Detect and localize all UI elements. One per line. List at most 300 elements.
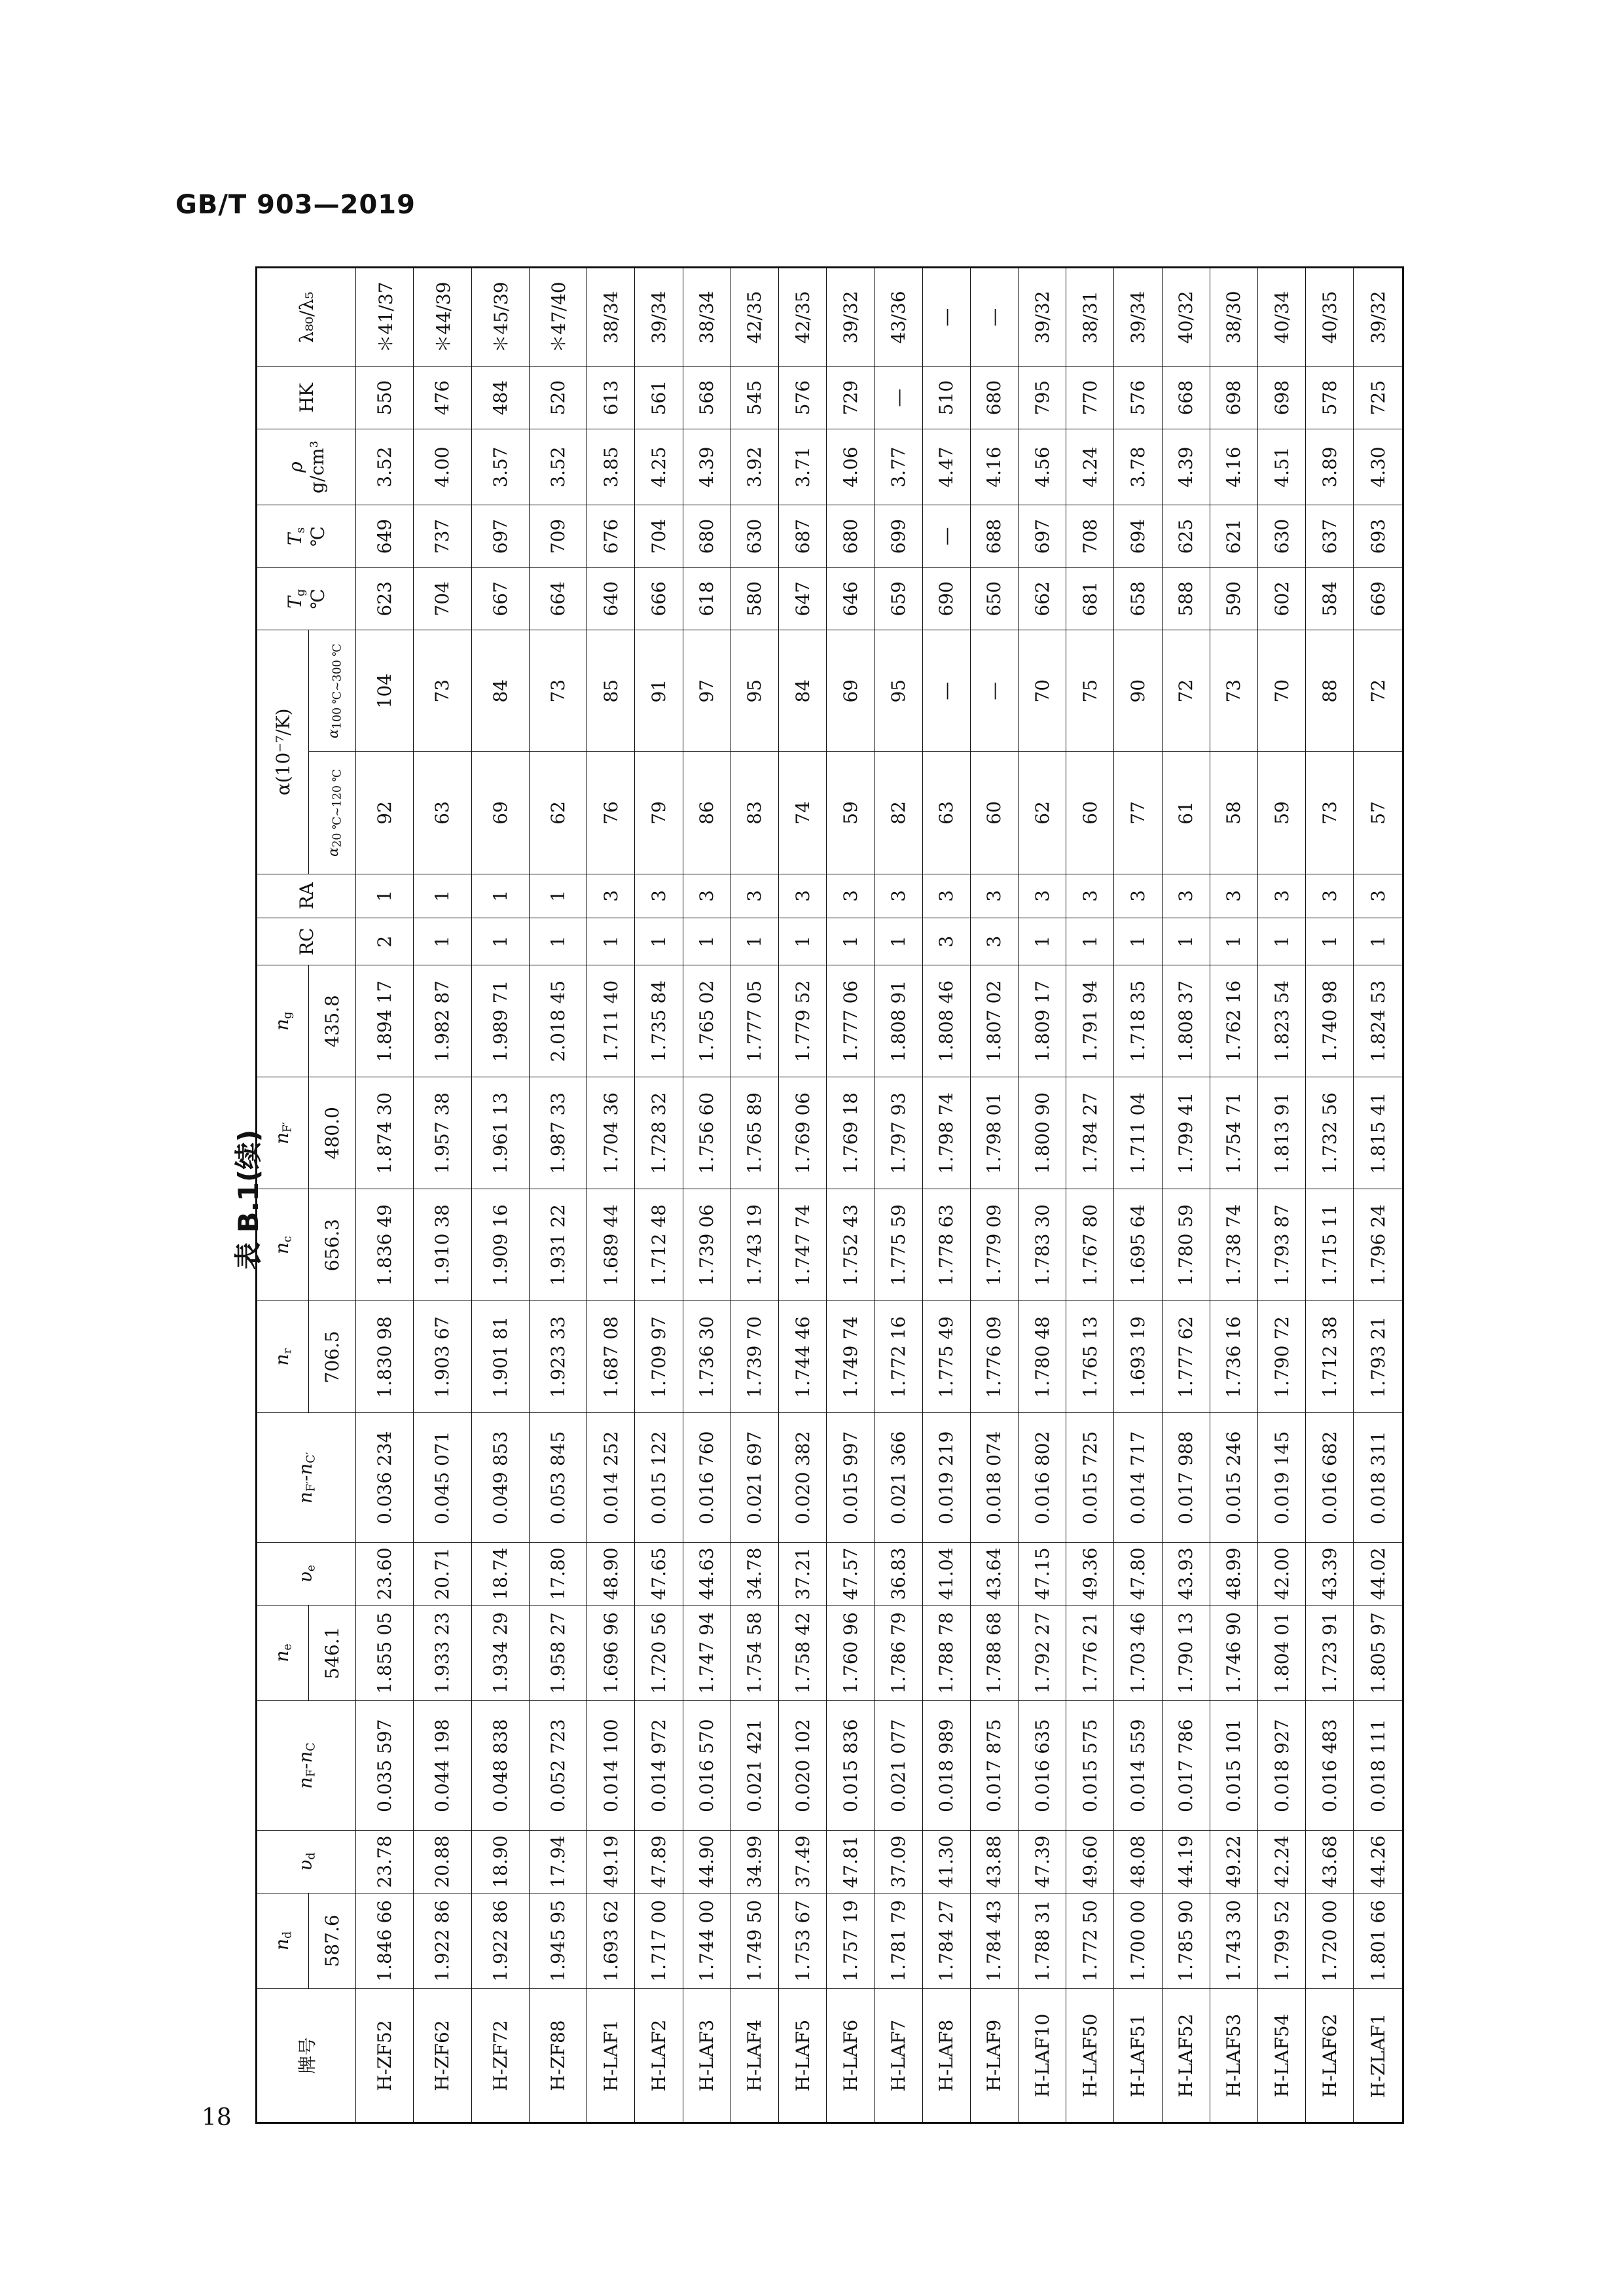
- cell-vd: 18.90: [471, 1831, 529, 1893]
- cell-nf2: 1.769 18: [827, 1077, 875, 1189]
- cell-vd: 37.49: [778, 1831, 826, 1893]
- table-row: [635, 268, 683, 2123]
- cell-alpha-20-120: 86: [683, 752, 731, 874]
- cell-nf2-nc2: 0.015 122: [635, 1413, 683, 1543]
- cell-ne: 1.804 01: [1257, 1605, 1305, 1701]
- cell-hk: 576: [778, 367, 826, 429]
- cell-grade: H-LAF1: [587, 1989, 635, 2123]
- cell-ng: 1.762 16: [1210, 965, 1257, 1077]
- cell-tg: 590: [1210, 567, 1257, 630]
- cell-nf2: 1.987 33: [529, 1077, 586, 1189]
- cell-ng: 1.777 05: [731, 965, 778, 1077]
- cell-ra: 3: [1114, 874, 1162, 918]
- cell-tg: 681: [1066, 567, 1114, 630]
- cell-alpha-20-120: 92: [356, 752, 414, 874]
- wavelength-nr: 706.5: [309, 1301, 356, 1413]
- cell-ve: 17.80: [529, 1543, 586, 1605]
- cell-nf2: 1.961 13: [471, 1077, 529, 1189]
- cell-lambda: 38/34: [587, 268, 635, 367]
- header-row-1: [257, 268, 309, 2123]
- cell-nc: 1.836 49: [356, 1189, 414, 1301]
- cell-ra: 3: [1018, 874, 1066, 918]
- cell-tg: 602: [1257, 567, 1305, 630]
- cell-ng: 1.808 91: [875, 965, 922, 1077]
- cell-rc: 1: [1018, 918, 1066, 965]
- cell-ng: 1.718 35: [1114, 965, 1162, 1077]
- cell-nc: 1.783 30: [1018, 1189, 1066, 1301]
- cell-nd: 1.743 30: [1210, 1893, 1257, 1989]
- cell-nd: 1.922 86: [471, 1893, 529, 1989]
- cell-nf2: 1.798 01: [970, 1077, 1018, 1189]
- col-header-alpha: α(10⁻⁷/K): [257, 630, 309, 874]
- cell-ts: 704: [635, 505, 683, 567]
- cell-nf2: 1.874 30: [356, 1077, 414, 1189]
- cell-rc: 1: [587, 918, 635, 965]
- cell-nd: 1.717 00: [635, 1893, 683, 1989]
- cell-grade: H-ZF72: [471, 1989, 529, 2123]
- cell-nc: 1.743 19: [731, 1189, 778, 1301]
- cell-ng: 1.808 46: [922, 965, 970, 1077]
- cell-vd: 47.89: [635, 1831, 683, 1893]
- cell-grade: H-LAF9: [970, 1989, 1018, 2123]
- cell-nr: 1.736 16: [1210, 1301, 1257, 1413]
- cell-ts: 649: [356, 505, 414, 567]
- cell-grade: H-LAF4: [731, 1989, 778, 2123]
- cell-alpha-20-120: 76: [587, 752, 635, 874]
- cell-rho: 4.51: [1257, 429, 1305, 505]
- cell-nd: 1.922 86: [414, 1893, 471, 1989]
- cell-vd: 23.78: [356, 1831, 414, 1893]
- cell-nc: 1.931 22: [529, 1189, 586, 1301]
- cell-ve: 41.04: [922, 1543, 970, 1605]
- cell-ne: 1.933 23: [414, 1605, 471, 1701]
- cell-grade: H-LAF54: [1257, 1989, 1305, 2123]
- cell-ng: 1.824 53: [1354, 965, 1403, 1077]
- cell-nf2: 1.728 32: [635, 1077, 683, 1189]
- cell-alpha-100-300: —: [922, 630, 970, 752]
- cell-ts: 708: [1066, 505, 1114, 567]
- cell-vd: 48.08: [1114, 1831, 1162, 1893]
- cell-rho: 4.25: [635, 429, 683, 505]
- cell-nf-nc: 0.018 989: [922, 1701, 970, 1831]
- cell-rc: 1: [1210, 918, 1257, 965]
- cell-ve: 48.90: [587, 1543, 635, 1605]
- cell-nr: 1.772 16: [875, 1301, 922, 1413]
- cell-hk: 484: [471, 367, 529, 429]
- cell-alpha-20-120: 63: [414, 752, 471, 874]
- cell-alpha-100-300: 85: [587, 630, 635, 752]
- cell-nf2-nc2: 0.016 682: [1306, 1413, 1354, 1543]
- cell-ra: 3: [683, 874, 731, 918]
- cell-vd: 37.09: [875, 1831, 922, 1893]
- cell-nf-nc: 0.035 597: [356, 1701, 414, 1831]
- table-row: [1018, 268, 1066, 2123]
- cell-nr: 1.901 81: [471, 1301, 529, 1413]
- cell-nr: 1.776 09: [970, 1301, 1018, 1413]
- cell-alpha-20-120: 62: [1018, 752, 1066, 874]
- cell-rho: 3.52: [529, 429, 586, 505]
- cell-nf-nc: 0.018 111: [1354, 1701, 1403, 1831]
- cell-ve: 47.15: [1018, 1543, 1066, 1605]
- cell-lambda: 40/32: [1162, 268, 1210, 367]
- col-header-nc: $n_c$: [257, 1189, 309, 1301]
- cell-lambda: 42/35: [731, 268, 778, 367]
- cell-ve: 34.78: [731, 1543, 778, 1605]
- cell-tg: 669: [1354, 567, 1403, 630]
- cell-alpha-20-120: 77: [1114, 752, 1162, 874]
- cell-alpha-100-300: —: [970, 630, 1018, 752]
- cell-nf2: 1.797 93: [875, 1077, 922, 1189]
- cell-rho: 4.00: [414, 429, 471, 505]
- cell-ra: 3: [1162, 874, 1210, 918]
- cell-rc: 1: [1354, 918, 1403, 965]
- cell-ng: 1.823 54: [1257, 965, 1305, 1077]
- cell-nf2-nc2: 0.036 234: [356, 1413, 414, 1543]
- cell-ng: 1.807 02: [970, 965, 1018, 1077]
- cell-hk: 698: [1257, 367, 1305, 429]
- cell-alpha-100-300: 84: [778, 630, 826, 752]
- col-header-nr: $n_r$: [257, 1301, 309, 1413]
- rotated-table-container: [255, 266, 1404, 2124]
- cell-nf-nc: 0.016 635: [1018, 1701, 1066, 1831]
- cell-nr: 1.744 46: [778, 1301, 826, 1413]
- cell-nd: 1.781 79: [875, 1893, 922, 1989]
- cell-rho: 3.92: [731, 429, 778, 505]
- cell-nd: 1.720 00: [1306, 1893, 1354, 1989]
- cell-ra: 3: [1354, 874, 1403, 918]
- cell-grade: H-LAF6: [827, 1989, 875, 2123]
- cell-nc: 1.712 48: [635, 1189, 683, 1301]
- cell-rc: 1: [875, 918, 922, 965]
- cell-ts: 680: [827, 505, 875, 567]
- cell-nd: 1.772 50: [1066, 1893, 1114, 1989]
- cell-rho: 4.16: [970, 429, 1018, 505]
- cell-ts: 630: [1257, 505, 1305, 567]
- cell-nf-nc: 0.015 836: [827, 1701, 875, 1831]
- cell-ts: 630: [731, 505, 778, 567]
- col-header-ng: $n_g$: [257, 965, 309, 1077]
- cell-vd: 41.30: [922, 1831, 970, 1893]
- cell-nf2: 1.704 36: [587, 1077, 635, 1189]
- wavelength-nf2: 480.0: [309, 1077, 356, 1189]
- cell-vd: 47.39: [1018, 1831, 1066, 1893]
- cell-ve: 48.99: [1210, 1543, 1257, 1605]
- cell-nr: 1.775 49: [922, 1301, 970, 1413]
- cell-ve: 47.65: [635, 1543, 683, 1605]
- cell-nc: 1.779 09: [970, 1189, 1018, 1301]
- cell-lambda: 42/35: [778, 268, 826, 367]
- cell-ts: 709: [529, 505, 586, 567]
- cell-hk: —: [875, 367, 922, 429]
- cell-rc: 1: [1066, 918, 1114, 965]
- cell-ve: 43.64: [970, 1543, 1018, 1605]
- cell-ts: 625: [1162, 505, 1210, 567]
- cell-ng: 1.777 06: [827, 965, 875, 1077]
- cell-hk: 795: [1018, 367, 1066, 429]
- cell-rc: 1: [683, 918, 731, 965]
- cell-ve: 18.74: [471, 1543, 529, 1605]
- cell-nd: 1.753 67: [778, 1893, 826, 1989]
- cell-nf-nc: 0.017 786: [1162, 1701, 1210, 1831]
- cell-alpha-20-120: 69: [471, 752, 529, 874]
- cell-grade: H-LAF5: [778, 1989, 826, 2123]
- cell-rho: 3.77: [875, 429, 922, 505]
- cell-alpha-100-300: 95: [731, 630, 778, 752]
- cell-alpha-20-120: 60: [970, 752, 1018, 874]
- cell-nc: 1.715 11: [1306, 1189, 1354, 1301]
- cell-nf2-nc2: 0.018 311: [1354, 1413, 1403, 1543]
- cell-lambda: 39/34: [635, 268, 683, 367]
- cell-alpha-20-120: 62: [529, 752, 586, 874]
- cell-ne: 1.792 27: [1018, 1605, 1066, 1701]
- cell-tg: 588: [1162, 567, 1210, 630]
- cell-grade: H-ZLAF1: [1354, 1989, 1403, 2123]
- cell-nd: 1.846 66: [356, 1893, 414, 1989]
- cell-tg: 584: [1306, 567, 1354, 630]
- cell-alpha-20-120: 83: [731, 752, 778, 874]
- cell-nf2-nc2: 0.053 845: [529, 1413, 586, 1543]
- cell-alpha-100-300: 73: [529, 630, 586, 752]
- table-row: [1257, 268, 1305, 2123]
- cell-nf-nc: 0.021 421: [731, 1701, 778, 1831]
- cell-ts: 697: [471, 505, 529, 567]
- cell-nr: 1.903 67: [414, 1301, 471, 1413]
- cell-vd: 17.94: [529, 1831, 586, 1893]
- cell-ng: 1.765 02: [683, 965, 731, 1077]
- cell-rho: 3.52: [356, 429, 414, 505]
- cell-ts: 693: [1354, 505, 1403, 567]
- cell-nr: 1.736 30: [683, 1301, 731, 1413]
- cell-alpha-20-120: 57: [1354, 752, 1403, 874]
- cell-ng: 1.735 84: [635, 965, 683, 1077]
- cell-nf-nc: 0.052 723: [529, 1701, 586, 1831]
- cell-hk: 725: [1354, 367, 1403, 429]
- col-header-ne: $n_e$: [257, 1605, 309, 1701]
- cell-grade: H-LAF2: [635, 1989, 683, 2123]
- table-row: [529, 268, 586, 2123]
- cell-ra: 1: [356, 874, 414, 918]
- cell-nd: 1.749 50: [731, 1893, 778, 1989]
- cell-rc: 1: [471, 918, 529, 965]
- cell-lambda: —: [970, 268, 1018, 367]
- cell-nf2: 1.800 90: [1018, 1077, 1066, 1189]
- cell-ne: 1.958 27: [529, 1605, 586, 1701]
- col-header-nf2: $n_{F'}$: [257, 1077, 309, 1189]
- cell-ra: 1: [529, 874, 586, 918]
- cell-nf2-nc2: 0.015 725: [1066, 1413, 1114, 1543]
- cell-hk: 578: [1306, 367, 1354, 429]
- cell-ng: 1.989 71: [471, 965, 529, 1077]
- cell-ne: 1.760 96: [827, 1605, 875, 1701]
- cell-nf2: 1.815 41: [1354, 1077, 1403, 1189]
- cell-ra: 3: [827, 874, 875, 918]
- table-row: [1210, 268, 1257, 2123]
- cell-nf-nc: 0.020 102: [778, 1701, 826, 1831]
- cell-ng: 1.740 98: [1306, 965, 1354, 1077]
- cell-vd: 43.88: [970, 1831, 1018, 1893]
- cell-rho: 4.39: [683, 429, 731, 505]
- cell-lambda: 38/34: [683, 268, 731, 367]
- cell-alpha-100-300: 95: [875, 630, 922, 752]
- cell-alpha-100-300: 72: [1162, 630, 1210, 752]
- cell-ve: 49.36: [1066, 1543, 1114, 1605]
- cell-rho: 3.57: [471, 429, 529, 505]
- cell-vd: 44.26: [1354, 1831, 1403, 1893]
- cell-nc: 1.775 59: [875, 1189, 922, 1301]
- cell-rho: 3.89: [1306, 429, 1354, 505]
- cell-nf2-nc2: 0.018 074: [970, 1413, 1018, 1543]
- cell-vd: 47.81: [827, 1831, 875, 1893]
- cell-alpha-20-120: 60: [1066, 752, 1114, 874]
- cell-nd: 1.945 95: [529, 1893, 586, 1989]
- cell-rc: 2: [356, 918, 414, 965]
- cell-hk: 770: [1066, 367, 1114, 429]
- cell-hk: 550: [356, 367, 414, 429]
- cell-ne: 1.758 42: [778, 1605, 826, 1701]
- col-header-nf2-nc2: $n_{F'}-n_{C'}$: [257, 1413, 356, 1543]
- cell-lambda: 40/34: [1257, 268, 1305, 367]
- cell-tg: 647: [778, 567, 826, 630]
- cell-alpha-20-120: 63: [922, 752, 970, 874]
- cell-hk: 476: [414, 367, 471, 429]
- cell-nf-nc: 0.016 483: [1306, 1701, 1354, 1831]
- cell-rc: 1: [1114, 918, 1162, 965]
- cell-vd: 20.88: [414, 1831, 471, 1893]
- cell-ne: 1.747 94: [683, 1605, 731, 1701]
- cell-ve: 42.00: [1257, 1543, 1305, 1605]
- wavelength-ng: 435.8: [309, 965, 356, 1077]
- cell-nf2: 1.711 04: [1114, 1077, 1162, 1189]
- cell-grade: H-LAF52: [1162, 1989, 1210, 2123]
- standard-header: GB/T 903—2019: [175, 190, 416, 220]
- cell-nf2-nc2: 0.015 997: [827, 1413, 875, 1543]
- cell-nd: 1.784 27: [922, 1893, 970, 1989]
- cell-ng: 1.808 37: [1162, 965, 1210, 1077]
- cell-nf2-nc2: 0.021 697: [731, 1413, 778, 1543]
- cell-hk: 561: [635, 367, 683, 429]
- cell-tg: 666: [635, 567, 683, 630]
- cell-grade: H-ZF88: [529, 1989, 586, 2123]
- cell-nr: 1.709 97: [635, 1301, 683, 1413]
- cell-nc: 1.909 16: [471, 1189, 529, 1301]
- cell-ne: 1.776 21: [1066, 1605, 1114, 1701]
- cell-nf-nc: 0.014 559: [1114, 1701, 1162, 1831]
- cell-hk: 668: [1162, 367, 1210, 429]
- cell-ts: 694: [1114, 505, 1162, 567]
- cell-nd: 1.700 00: [1114, 1893, 1162, 1989]
- table-row: [922, 268, 970, 2123]
- cell-rc: 1: [731, 918, 778, 965]
- cell-vd: 49.22: [1210, 1831, 1257, 1893]
- cell-grade: H-LAF10: [1018, 1989, 1066, 2123]
- cell-nr: 1.749 74: [827, 1301, 875, 1413]
- cell-ve: 36.83: [875, 1543, 922, 1605]
- table-row: [970, 268, 1018, 2123]
- cell-alpha-20-120: 61: [1162, 752, 1210, 874]
- cell-ng: 1.779 52: [778, 965, 826, 1077]
- cell-nf-nc: 0.048 838: [471, 1701, 529, 1831]
- table-row: [683, 268, 731, 2123]
- cell-lambda: 39/34: [1114, 268, 1162, 367]
- cell-alpha-100-300: 73: [1210, 630, 1257, 752]
- cell-ra: 3: [587, 874, 635, 918]
- col-header-grade: 牌号: [257, 1989, 356, 2123]
- cell-rc: 1: [635, 918, 683, 965]
- cell-hk: 545: [731, 367, 778, 429]
- cell-nc: 1.739 06: [683, 1189, 731, 1301]
- cell-hk: 510: [922, 367, 970, 429]
- cell-nf2: 1.732 56: [1306, 1077, 1354, 1189]
- cell-lambda: 39/32: [827, 268, 875, 367]
- cell-tg: 646: [827, 567, 875, 630]
- cell-ra: 3: [875, 874, 922, 918]
- cell-rho: 4.30: [1354, 429, 1403, 505]
- table-row: [1306, 268, 1354, 2123]
- col-header-nd: $n_d$: [257, 1893, 309, 1989]
- cell-nr: 1.765 13: [1066, 1301, 1114, 1413]
- cell-grade: H-LAF8: [922, 1989, 970, 2123]
- cell-nf2-nc2: 0.019 219: [922, 1413, 970, 1543]
- col-header-rho: ρ g/cm³: [257, 429, 356, 505]
- cell-alpha-100-300: 84: [471, 630, 529, 752]
- cell-ne: 1.788 78: [922, 1605, 970, 1701]
- cell-ve: 44.02: [1354, 1543, 1403, 1605]
- table-row: [1162, 268, 1210, 2123]
- cell-grade: H-LAF50: [1066, 1989, 1114, 2123]
- cell-alpha-100-300: 104: [356, 630, 414, 752]
- cell-nd: 1.784 43: [970, 1893, 1018, 1989]
- glass-properties-table: [255, 266, 1404, 2124]
- cell-ra: 3: [1066, 874, 1114, 918]
- cell-lambda: —: [922, 268, 970, 367]
- cell-lambda: 39/32: [1018, 268, 1066, 367]
- cell-nc: 1.738 74: [1210, 1189, 1257, 1301]
- cell-ve: 47.57: [827, 1543, 875, 1605]
- cell-nc: 1.796 24: [1354, 1189, 1403, 1301]
- cell-nc: 1.910 38: [414, 1189, 471, 1301]
- col-header-alpha-100-300: $\alpha_{100 ℃\sim 300 ℃}$: [309, 630, 356, 752]
- cell-grade: H-LAF62: [1306, 1989, 1354, 2123]
- cell-nr: 1.777 62: [1162, 1301, 1210, 1413]
- cell-ne: 1.855 05: [356, 1605, 414, 1701]
- cell-nf2-nc2: 0.045 071: [414, 1413, 471, 1543]
- table-row: [875, 268, 922, 2123]
- cell-ne: 1.720 56: [635, 1605, 683, 1701]
- table-row: [414, 268, 471, 2123]
- col-header-lambda: λ₈₀/λ₅: [257, 268, 356, 367]
- cell-lambda: ＊45/39: [471, 268, 529, 367]
- cell-nc: 1.747 74: [778, 1189, 826, 1301]
- cell-ne: 1.934 29: [471, 1605, 529, 1701]
- cell-nd: 1.744 00: [683, 1893, 731, 1989]
- cell-lambda: ＊47/40: [529, 268, 586, 367]
- cell-tg: 580: [731, 567, 778, 630]
- cell-ne: 1.746 90: [1210, 1605, 1257, 1701]
- cell-nf2-nc2: 0.017 988: [1162, 1413, 1210, 1543]
- wavelength-ne: 546.1: [309, 1605, 356, 1701]
- cell-nf2-nc2: 0.020 382: [778, 1413, 826, 1543]
- cell-ne: 1.786 79: [875, 1605, 922, 1701]
- cell-hk: 698: [1210, 367, 1257, 429]
- cell-rho: 4.47: [922, 429, 970, 505]
- cell-ra: 3: [635, 874, 683, 918]
- cell-tg: 658: [1114, 567, 1162, 630]
- cell-tg: 659: [875, 567, 922, 630]
- cell-ne: 1.754 58: [731, 1605, 778, 1701]
- cell-nf2: 1.784 27: [1066, 1077, 1114, 1189]
- page-number: 18: [202, 2104, 232, 2131]
- cell-hk: 613: [587, 367, 635, 429]
